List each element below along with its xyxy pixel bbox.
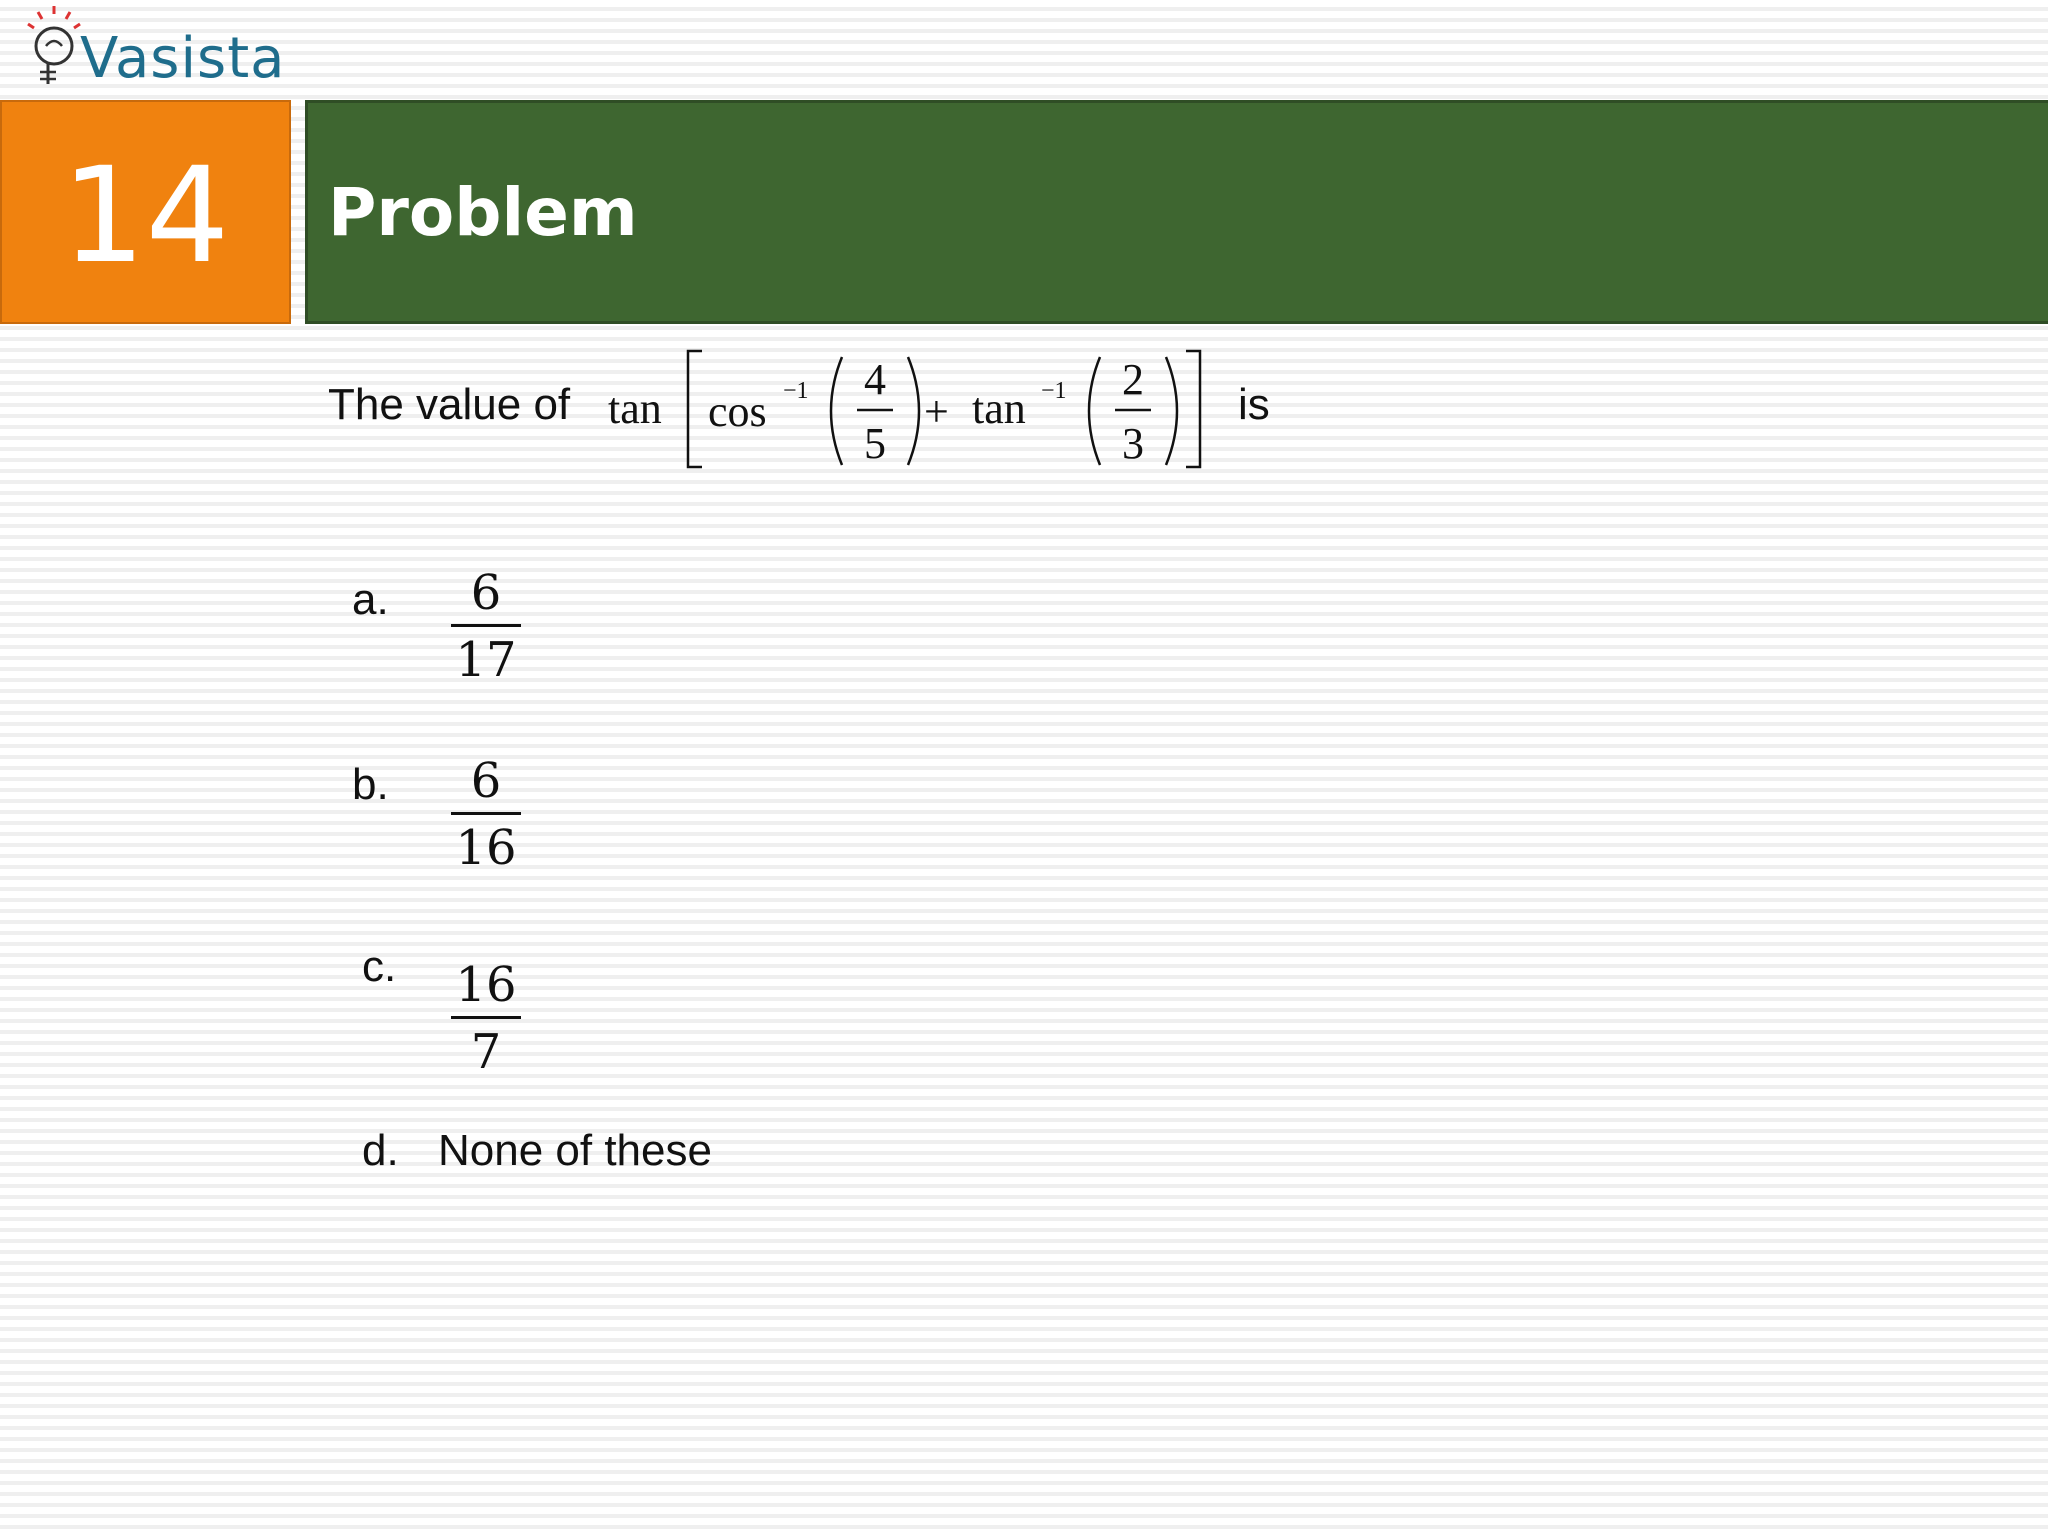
vasista-logo [20, 2, 286, 98]
option-d-text[interactable]: None of these [438, 1126, 712, 1175]
fraction-bar [451, 624, 521, 627]
logo-text: Vasista [80, 26, 286, 91]
option-b-label[interactable]: b. [352, 760, 389, 809]
left-bracket [688, 351, 702, 467]
problem-number: 14 [61, 139, 230, 293]
formula-sup-1: −1 [783, 378, 809, 404]
formula-fn-2: tan [972, 384, 1026, 433]
problem-number-box [0, 100, 291, 324]
frac-1-num: 4 [864, 355, 886, 404]
right-paren-2 [1166, 357, 1177, 465]
option-c-label[interactable]: c. [362, 942, 397, 991]
frac-2-num: 2 [1122, 355, 1144, 404]
option-a-fraction[interactable] [451, 564, 521, 689]
option-a-label[interactable]: a. [352, 575, 389, 624]
option-b-numerator: 6 [470, 753, 502, 809]
frac-1-den: 5 [864, 419, 886, 468]
option-b-fraction[interactable] [451, 752, 521, 877]
formula-sup-2: −1 [1041, 378, 1067, 404]
right-bracket [1186, 351, 1200, 467]
option-a-numerator: 6 [470, 565, 502, 621]
option-c-denominator: 7 [470, 1024, 502, 1080]
question-stem: The value of [328, 380, 571, 429]
formula-fn-1: cos [708, 387, 767, 436]
fraction-bar [451, 1016, 521, 1019]
option-c-fraction[interactable] [451, 956, 521, 1081]
option-a-denominator: 17 [455, 632, 517, 688]
question-formula [600, 343, 1240, 473]
option-b-denominator: 16 [455, 820, 517, 876]
question-stem-suffix: is [1238, 380, 1270, 429]
fraction-bar [451, 812, 521, 815]
option-d-label[interactable]: d. [362, 1126, 399, 1175]
formula-plus: + [924, 387, 949, 436]
left-paren-1 [831, 357, 842, 465]
title-bar [305, 100, 2048, 324]
left-paren-2 [1089, 357, 1100, 465]
page-title: Problem [328, 173, 638, 251]
formula-fn-outer: tan [608, 384, 662, 433]
frac-2-den: 3 [1122, 419, 1144, 468]
right-paren-1 [908, 357, 919, 465]
option-c-numerator: 16 [455, 957, 517, 1013]
